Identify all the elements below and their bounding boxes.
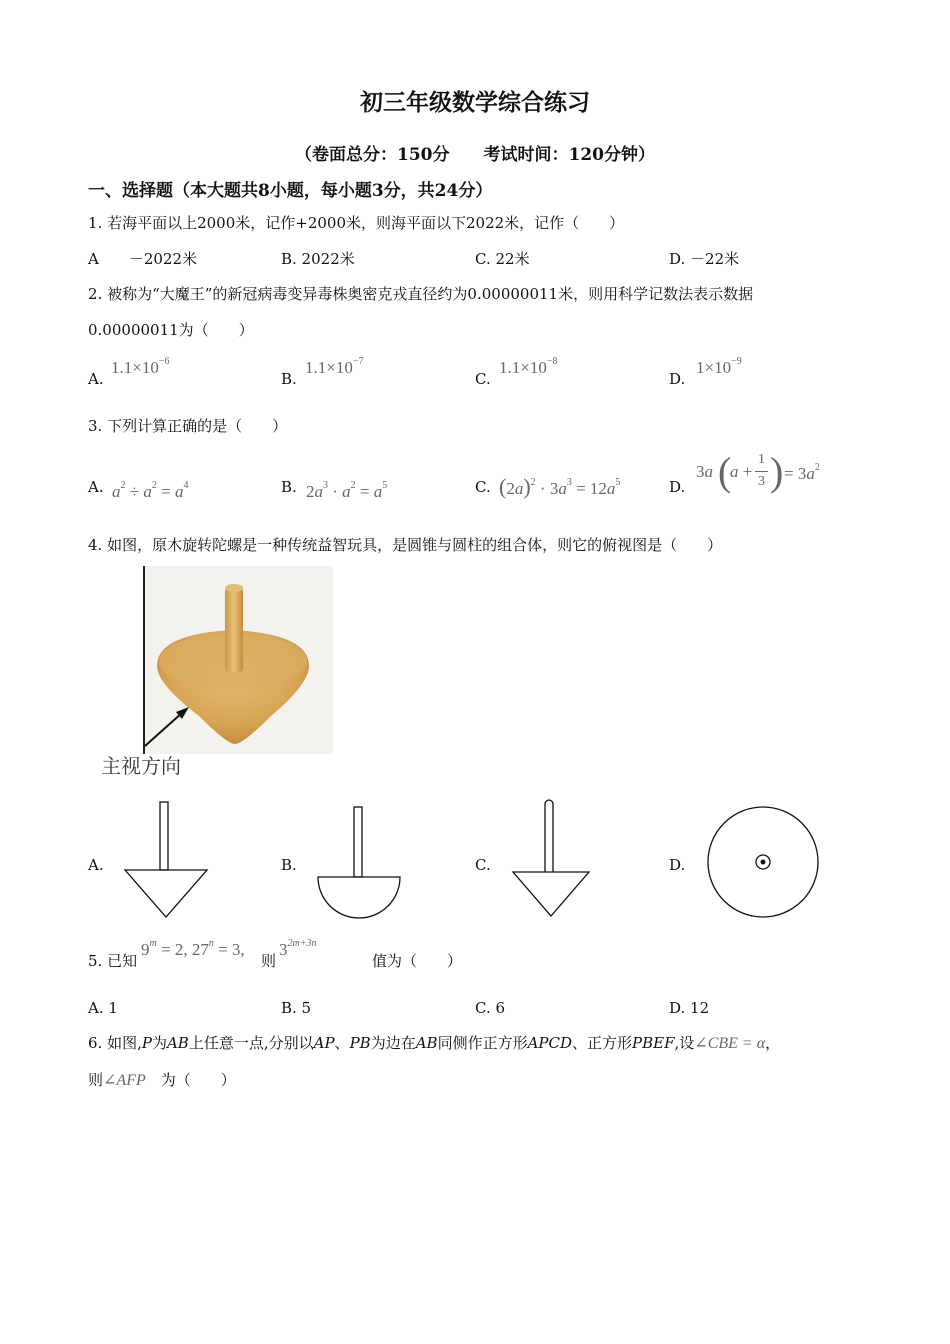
page-title: 初三年级数学综合练习: [360, 89, 590, 116]
question-3-stem: 3. 下列计算正确的是（ ）: [88, 417, 288, 435]
question-6-stem-line2: 则∠AFP 为（ ）: [88, 1071, 236, 1089]
q2-option-c-math: $1.1\times 10^{-8}$: [499, 356, 558, 377]
q1-option-d: D. －22米: [669, 250, 740, 268]
question-4-stem: 4. 如图，原木旋转陀螺是一种传统益智玩具，是圆锥与圆柱的组合体，则它的俯视图是（ ）: [88, 536, 723, 554]
spinning-top-photo: [143, 566, 333, 754]
q4-option-d-label: D.: [669, 856, 686, 874]
q5-power-expression: $3^{2m+3n}$: [279, 938, 317, 959]
q2-option-c-label: C.: [475, 370, 491, 388]
q2-option-b-label: B.: [281, 370, 297, 388]
q5-then: 则: [261, 952, 277, 970]
q2-option-a-math: $1.1\times 10^{-6}$: [111, 356, 170, 377]
q2-option-a-label: A.: [88, 370, 104, 388]
section-heading: 一、选择题（本大题共8小题，每小题3分，共24分）: [88, 181, 493, 201]
q3-option-c-math: $(2a)^2 \cdot 3a^3 = 12a^5$: [499, 474, 621, 499]
q3-option-d-label: D.: [669, 478, 686, 496]
q5-suffix: 值为（ ）: [372, 952, 463, 970]
q2-option-d-label: D.: [669, 370, 686, 388]
q3-option-a-math: $a^2 \div a^2 = a^4$: [112, 480, 189, 501]
q4-option-b-figure: [317, 806, 403, 920]
q5-option-d: D. 12: [669, 999, 710, 1017]
q5-given-equation: $9^m = 2$, $27^n = 3$,: [141, 938, 245, 959]
q3-option-a-label: A.: [88, 478, 104, 496]
q3-option-c-label: C.: [475, 478, 491, 496]
q3-option-b-math: $2a^3 \cdot a^2 = a^5$: [306, 480, 388, 501]
q5-option-c: C. 6: [475, 999, 506, 1017]
q4-option-c-label: C.: [475, 856, 491, 874]
q5-option-b: B. 5: [281, 999, 312, 1017]
question-1-stem: 1. 若海平面以上2000米，记作+2000米，则海平面以下2022米，记作（ ）: [88, 214, 625, 232]
q5-option-a: A. 1: [88, 999, 118, 1017]
question-5-prefix: 5. 已知: [88, 952, 138, 970]
question-2-stem-line1: 2. 被称为“大魔王”的新冠病毒变异毒株奥密克戎直径约为0.00000011米，则用科学记数法表示数据: [88, 285, 754, 303]
q4-option-a-label: A.: [88, 856, 104, 874]
q4-option-d-figure: [707, 806, 821, 920]
front-view-caption: 主视方向: [101, 754, 181, 778]
q4-option-b-label: B.: [281, 856, 297, 874]
q4-option-a-figure: [124, 800, 208, 920]
q2-option-d-math: $1\times 10^{-9}$: [696, 356, 742, 377]
q1-option-a: A －2022米: [88, 250, 198, 268]
exam-info: （卷面总分：150分 考试时间：120分钟）: [295, 145, 655, 165]
question-2-stem-line2: 0.00000011为（ ）: [88, 321, 254, 339]
q2-option-b-math: $1.1\times 10^{-7}$: [305, 356, 364, 377]
question-6-stem-line1: 6. 如图,P为AB上任意一点,分别以AP、PB为边在AB同侧作正方形APCD、正方形PBEF,设∠CBE = α，: [88, 1034, 781, 1052]
q1-option-b: B. 2022米: [281, 250, 355, 268]
q4-option-c-figure: [512, 798, 592, 920]
q1-option-c: C. 22米: [475, 250, 530, 268]
q3-option-b-label: B.: [281, 478, 297, 496]
